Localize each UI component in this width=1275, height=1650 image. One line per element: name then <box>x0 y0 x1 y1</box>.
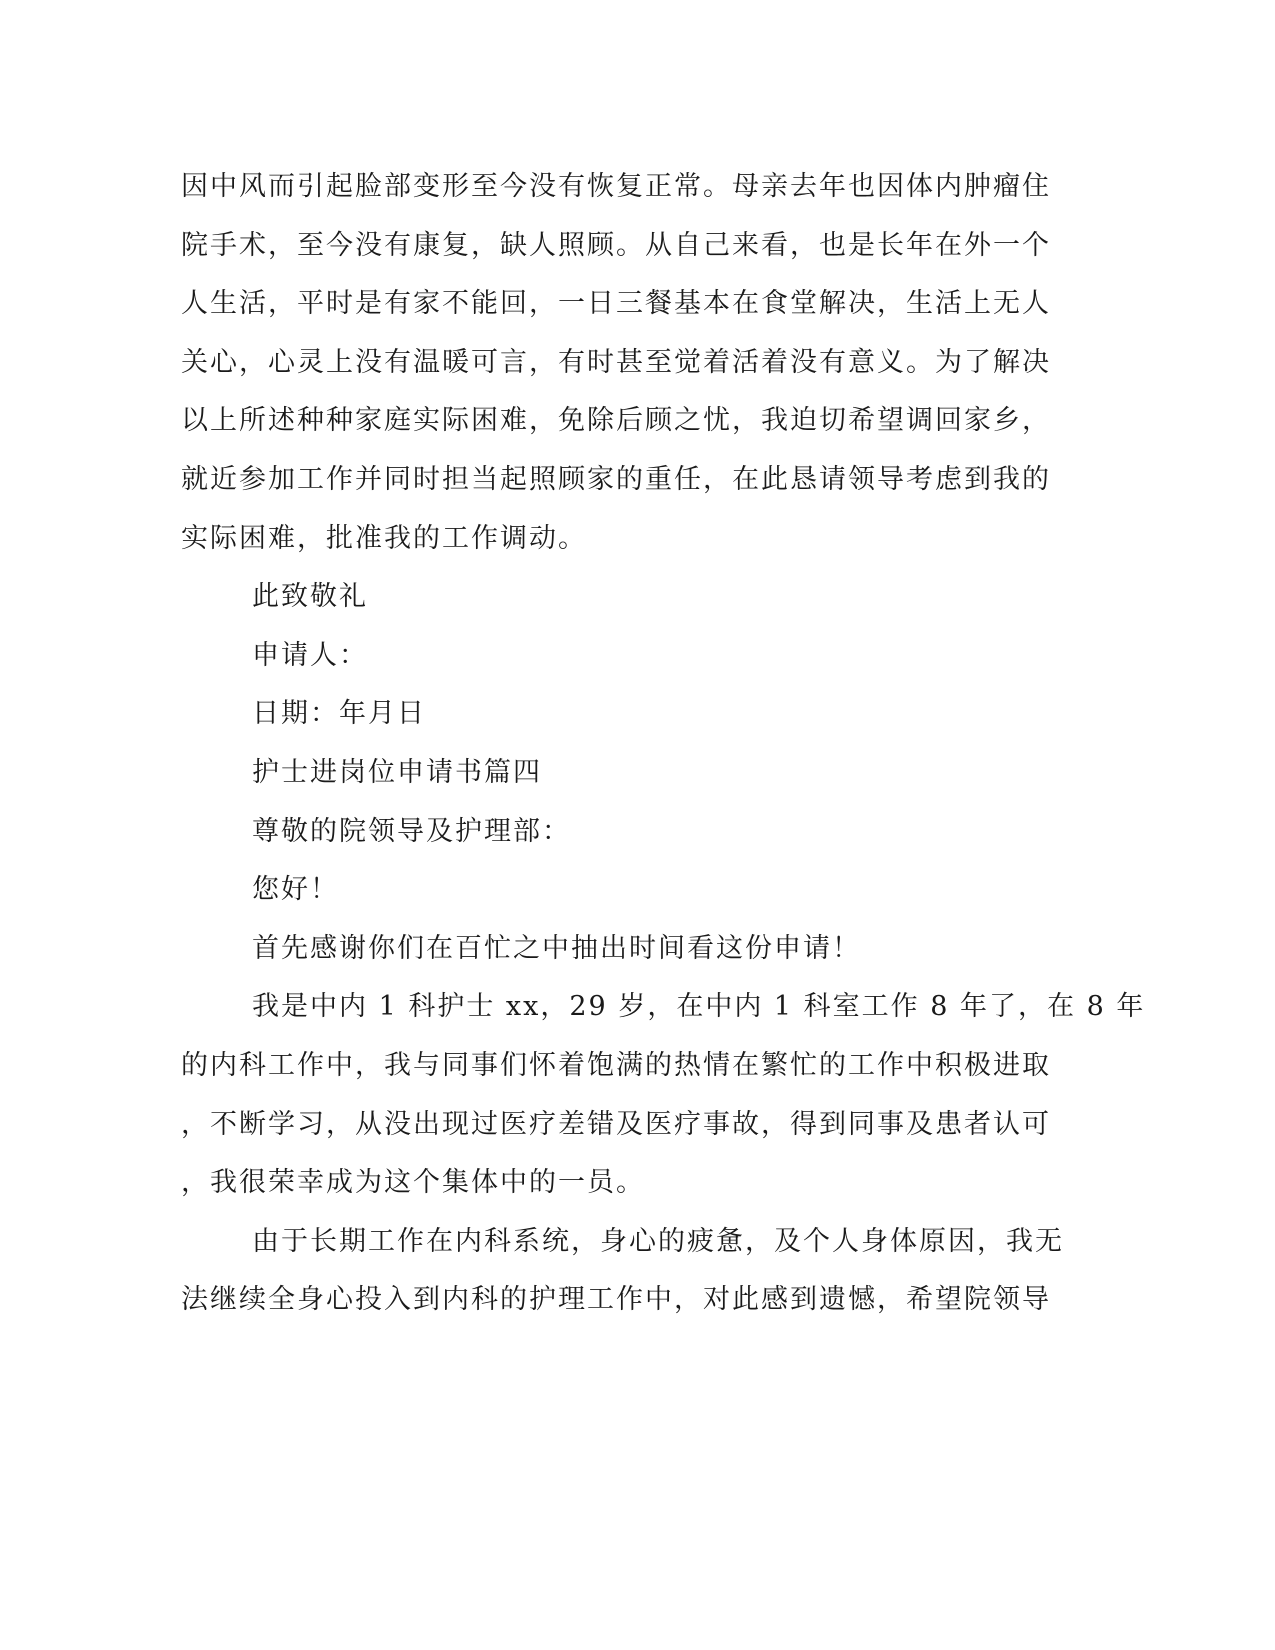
text-line: 首先感谢你们在百忙之中抽出时间看这份申请！ <box>252 932 861 964</box>
greeting: 您好！ <box>252 874 339 906</box>
text-line: 以上所述种种家庭实际困难，免除后顾之忧，我迫切希望调回家乡， <box>181 405 1051 437</box>
text-line: 的内科工作中，我与同事们怀着饱满的热情在繁忙的工作中积极进取 <box>181 1049 1051 1081</box>
addressee: 尊敬的院领导及护理部： <box>252 815 571 847</box>
text-line: 院手术，至今没有康复，缺人照顾。从自己来看，也是长年在外一个 <box>181 229 1051 261</box>
applicant-label: 申请人： <box>252 639 368 671</box>
section-title: 护士进岗位申请书篇四 <box>252 756 542 788</box>
text-line: 法继续全身心投入到内科的护理工作中，对此感到遗憾，希望院领导 <box>181 1284 1051 1316</box>
document-body <box>181 158 1146 1330</box>
text-line: 由于长期工作在内科系统，身心的疲惫，及个人身体原因，我无 <box>252 1225 1064 1257</box>
date-label: 日期：年月日 <box>252 698 426 730</box>
closing-salutation: 此致敬礼 <box>252 581 368 613</box>
text-line: 我是中内 1 科护士 xx，29 岁，在中内 1 科室工作 8 年了，在 8 年 <box>252 991 1146 1023</box>
text-line: ，我很荣幸成为这个集体中的一员。 <box>181 1167 645 1199</box>
text-line: 人生活，平时是有家不能回，一日三餐基本在食堂解决，生活上无人 <box>181 288 1051 320</box>
text-line: ，不断学习，从没出现过医疗差错及医疗事故，得到同事及患者认可 <box>181 1108 1051 1140</box>
text-line: 就近参加工作并同时担当起照顾家的重任，在此恳请领导考虑到我的 <box>181 463 1051 495</box>
text-line: 实际困难，批准我的工作调动。 <box>181 522 587 554</box>
text-line: 关心，心灵上没有温暖可言，有时甚至觉着活着没有意义。为了解决 <box>181 346 1051 378</box>
text-line: 因中风而引起脸部变形至今没有恢复正常。母亲去年也因体内肿瘤住 <box>181 171 1051 202</box>
